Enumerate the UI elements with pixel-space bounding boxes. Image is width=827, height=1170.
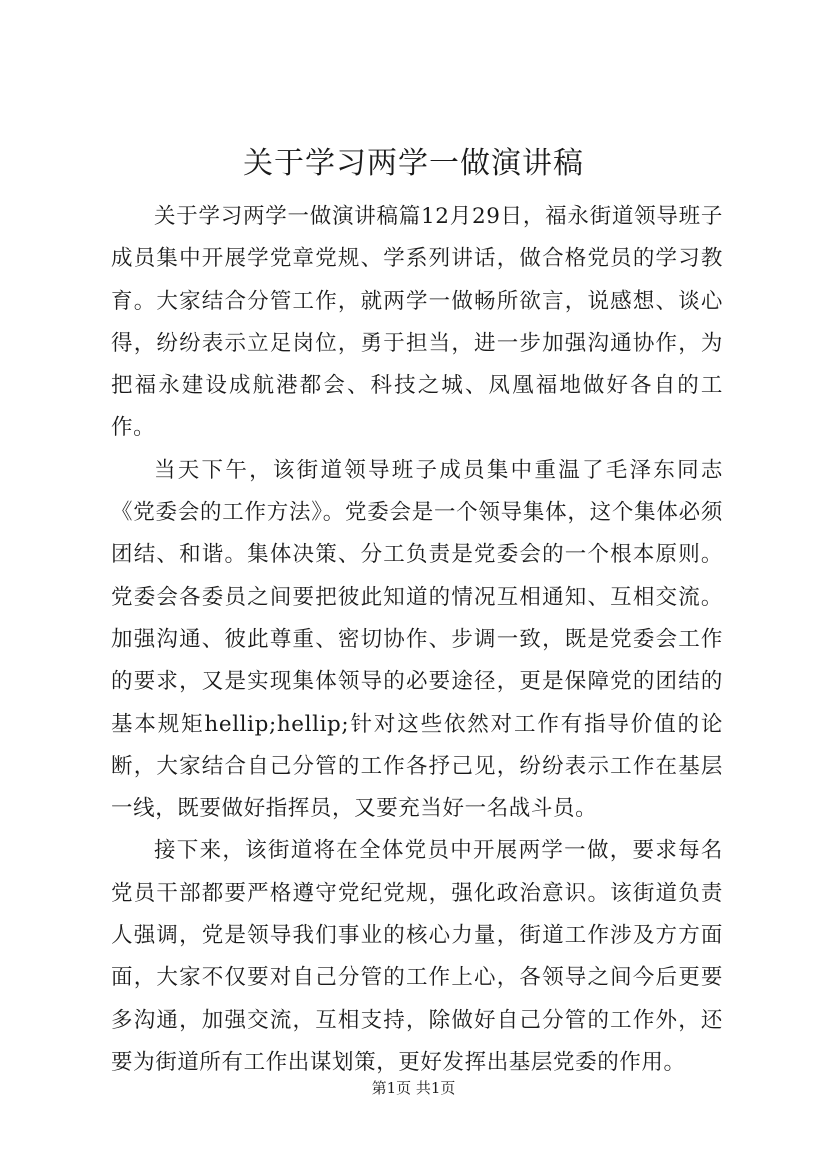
paragraph-2: 当天下午，该街道领导班子成员集中重温了毛泽东同志《党委会的工作方法》。党委会是一个领导集体，这个集体必须团结、和谐。集体决策、分工负责是党委会的一个根本原则。党委会各委员之间要把彼此知道的情况互相通知、互相交流。加强沟通、彼此尊重、密切协作、步调一致，既是党委会工作的要求，又是实现集体领导的必要途径，更是保障党的团结的基本规矩hellip;hellip;针对这些依然对工作有指导价值的论断，大家结合自己分管的工作各抒己见，纷纷表示工作在基层一线，既要做好指挥员，又要充当好一名战斗员。 [111, 457, 723, 822]
paragraph-1: 关于学习两学一做演讲稿篇12月29日，福永街道领导班子成员集中开展学党章党规、学系列讲话，做合格党员的学习教育。大家结合分管工作，就两学一做畅所欲言，说感想、谈心得，纷纷表示立足岗位，勇于担当，进一步加强沟通协作，为把福永建设成航港都会、科技之城、凤凰福地做好各自的工作。 [111, 204, 723, 441]
document-title: 关于学习两学一做演讲稿 [243, 146, 584, 181]
page-footer: 第1页 共1页 [371, 1079, 456, 1097]
document-body [111, 196, 723, 1084]
paragraph-3: 接下来，该街道将在全体党员中开展两学一做，要求每名党员干部都要严格遵守党纪党规，强化政治意识。该街道负责人强调，党是领导我们事业的核心力量，街道工作涉及方方面面，大家不仅要对自己分管的工作上心，各领导之间今后更要多沟通，加强交流，互相支持，除做好自己分管的工作外，还要为街道所有工作出谋划策，更好发挥出基层党委的作用。 [111, 838, 723, 1075]
